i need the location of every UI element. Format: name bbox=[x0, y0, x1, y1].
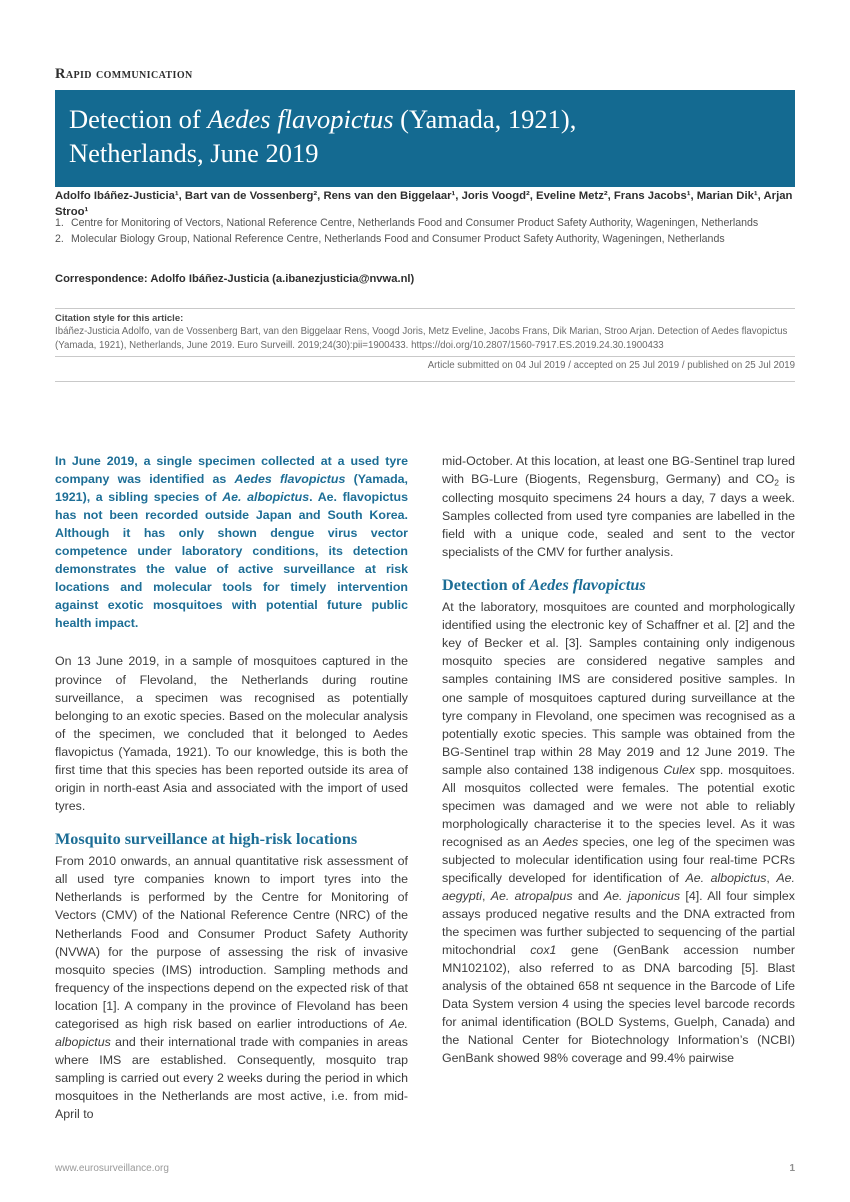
affiliation-text: Molecular Biology Group, National Reference Centre, Netherlands Food and Consumer Product Safety Authority, Wageningen, Netherlands bbox=[71, 232, 725, 245]
page-title bbox=[69, 102, 781, 171]
right-p1-part-b: is collecting mosquito specimens 24 hours a day, 7 days a week. Samples collected from used tyre companies are labelled in the field with a unique code, sealed and sent to the vector specialists of the CMV for further analysis. bbox=[442, 472, 795, 559]
right-paragraph-one bbox=[442, 452, 795, 561]
article-dates: Article submitted on 04 Jul 2019 / accepted on 25 Jul 2019 / published on 25 Jul 2019 bbox=[427, 360, 795, 371]
abstract-paragraph bbox=[55, 452, 408, 632]
right-p2-albopictus: Ae. albopictus bbox=[685, 871, 767, 885]
right-p2-aegypti: Ae. aegypti bbox=[442, 871, 795, 904]
column-right bbox=[442, 452, 795, 1068]
right-p2-japonicus: Ae. japonicus bbox=[603, 889, 681, 904]
right-p1-part-a: mid-October. At this location, at least one BG-Sentinel trap lured with BG-Lure (Biogents, Regensburg, Germany) and CO bbox=[442, 454, 795, 487]
detection-heading-prefix: Detection of bbox=[442, 575, 530, 594]
right-p2-d: , bbox=[766, 871, 777, 885]
footer-page-number: 1 bbox=[789, 1163, 795, 1174]
title-line-two: Netherlands, June 2019 bbox=[69, 138, 319, 169]
affiliation-number: 1. bbox=[55, 217, 64, 229]
article-type-kicker: Rapid communication bbox=[55, 66, 193, 82]
right-p2-b: spp. mosquitoes. All mosquitos collected were females. The potential exotic specimen was damaged and we were not able to reliably morphologically characterise it to the species level. As it was recognised as an bbox=[442, 762, 795, 849]
right-p2-a: At the laboratory, mosquitoes are counted and morphologically identified using the electronic key of Schaffner et al. [2] and the key of Becker et al. [3]. Samples containing only indigenous mosquito species are considered negative samples and samples containing IMS are considered positive samples. In one sample of mosquitoes captured during surveillance at the tyre company in Flevoland, one specimen was recognised as a potentially exotic species. This sample was obtained from the BG-Sentinel trap within 28 May 2019 and 12 June 2019. The sample also contained 138 indigenous bbox=[442, 600, 795, 777]
left-p2-part-a: From 2010 onwards, an annual quantitative risk assessment of all used tyre companies known to import tyres into the Netherlands is performed by the Centre for Monitoring of Vectors (CMV) of the National Reference Centre (NRC) of the Netherlands Food and Consumer Product Safety Authority (NVWA) for the purpose of assessing the risk of invasive mosquito species (IMS) introduction. Sampling methods and frequency of the inspections depend on the expected risk of that location [1]. A company in the province of Flevoland has been categorised as high risk based on earlier introductions of bbox=[55, 854, 408, 1031]
right-p2-cox1: cox1 bbox=[530, 943, 557, 958]
affiliation-list bbox=[55, 216, 795, 248]
right-p2-h: gene (GenBank accession number MN102102), also referred to as DNA barcoding [5]. Blast analysis of the obtained 658 nt sequence in the Barcode of Life Data System version 4 using the species level barcode records for animal identification (BOLD Systems, Guelph, Canada) and the National Center for Biotechnology Information’s (NCBI) GenBank showed 98% coverage and 99.4% pairwise bbox=[442, 943, 796, 1066]
correspondence-line: Correspondence: Adolfo Ibáñez-Justicia (a.ibanezjusticia@nvwa.nl) bbox=[55, 273, 415, 285]
detection-heading-species: Aedes flavopictus bbox=[529, 575, 646, 594]
abstract-part-2: (Yamada, 1921), a sibling species of bbox=[55, 472, 409, 505]
affiliation-text: Centre for Monitoring of Vectors, National Reference Centre, Netherlands Food and Consumer Product Safety Authority, Wageningen, Netherlands bbox=[71, 217, 759, 229]
co2-subscript: 2 bbox=[774, 477, 779, 488]
right-p2-c: species, one leg of the specimen was subjected to molecular identification using four real-time PCRs specifically developed for identification of bbox=[442, 834, 795, 885]
left-paragraph-one: On 13 June 2019, in a sample of mosquitoes captured in the province of Flevoland, the Netherlands during routine surveillance, a specimen was recognised as potentially belonging to an exotic species. Based on the molecular analysis of the specimen, we concluded that it belonged to Aedes flavopictus (Yamada, 1921). To our knowledge, this is both the first time that this species has been reported outside its area of origin in north-east Asia and associated with the import of used tyres. bbox=[55, 654, 408, 813]
title-species-name: Aedes flavopictus bbox=[207, 104, 394, 134]
column-left bbox=[55, 452, 408, 1123]
section-heading-detection bbox=[442, 576, 795, 595]
affiliation-item bbox=[55, 216, 795, 231]
right-p2-f: and bbox=[572, 889, 604, 904]
abstract-species-1: Aedes flavopictus bbox=[234, 472, 346, 487]
affiliation-number: 2. bbox=[55, 232, 64, 245]
divider-middle bbox=[55, 356, 795, 357]
right-p2-atropalpus: Ae. atropalpus bbox=[490, 889, 573, 904]
author-byline: Adolfo Ibáñez-Justicia¹, Bart van de Vossenberg², Rens van den Biggelaar¹, Joris Voogd², Eveline Metz², Frans Jacobs¹, Marian Dik¹, Arjan Stroo¹ bbox=[55, 190, 793, 219]
right-p2-aedes: Aedes bbox=[543, 834, 579, 849]
citation-text: Ibáñez-Justicia Adolfo, van de Vossenberg Bart, van den Biggelaar Rens, Voogd Joris, Metz Eveline, Jacobs Frans, Dik Marian, Stroo Arjan. Detection of Aedes flavopictus (Yamada, 1921), Netherlands, June 2019. Euro Surveill. 2019;24(30):pii=1900433. https://doi.org/10.2807/1560-7917.ES.2019.24.30.1900433 bbox=[55, 326, 788, 351]
citation-label: Citation style for this article: bbox=[55, 313, 184, 324]
right-paragraph-two bbox=[442, 598, 795, 1067]
affiliation-item bbox=[55, 232, 795, 247]
abstract-species-2: Ae. albopictus bbox=[222, 490, 310, 505]
divider-top bbox=[55, 308, 795, 309]
left-p2-species: Ae. albopictus bbox=[55, 1016, 408, 1049]
title-prefix: Detection of bbox=[69, 104, 208, 134]
right-p2-e: , bbox=[481, 889, 491, 904]
footer-url[interactable]: www.eurosurveillance.org bbox=[55, 1163, 169, 1174]
right-p2-culex: Culex bbox=[663, 762, 696, 777]
abstract-part-1: In June 2019, a single specimen collected at a used tyre company was identified as bbox=[55, 454, 408, 487]
divider-bottom bbox=[55, 381, 795, 382]
left-paragraph-two bbox=[55, 852, 408, 1123]
right-p2-g: [4]. All four simplex assays produced negative results and the DNA extracted from the specimen was further subjected to sequencing of the partial mitochondrial bbox=[442, 889, 795, 958]
title-banner bbox=[55, 90, 795, 187]
title-suffix: (Yamada, 1921), bbox=[393, 104, 577, 134]
left-p2-part-b: and their international trade with companies in areas where IMS are established. Consequently, mosquito trap sampling is carried out every 2 weeks during the period in which mosquitoes in the Netherlands are most active, i.e. from mid-April to bbox=[55, 1034, 408, 1121]
abstract-part-3: . Ae. flavopictus has not been recorded outside Japan and South Korea. Although it has only shown dengue virus vector competence under laboratory conditions, its detection demonstrates the value of active surveillance at risk locations and molecular tools for timely intervention against exotic mosquitoes with potential future public health impact. bbox=[55, 490, 409, 631]
section-heading-surveillance: Mosquito surveillance at high-risk locations bbox=[55, 829, 358, 848]
